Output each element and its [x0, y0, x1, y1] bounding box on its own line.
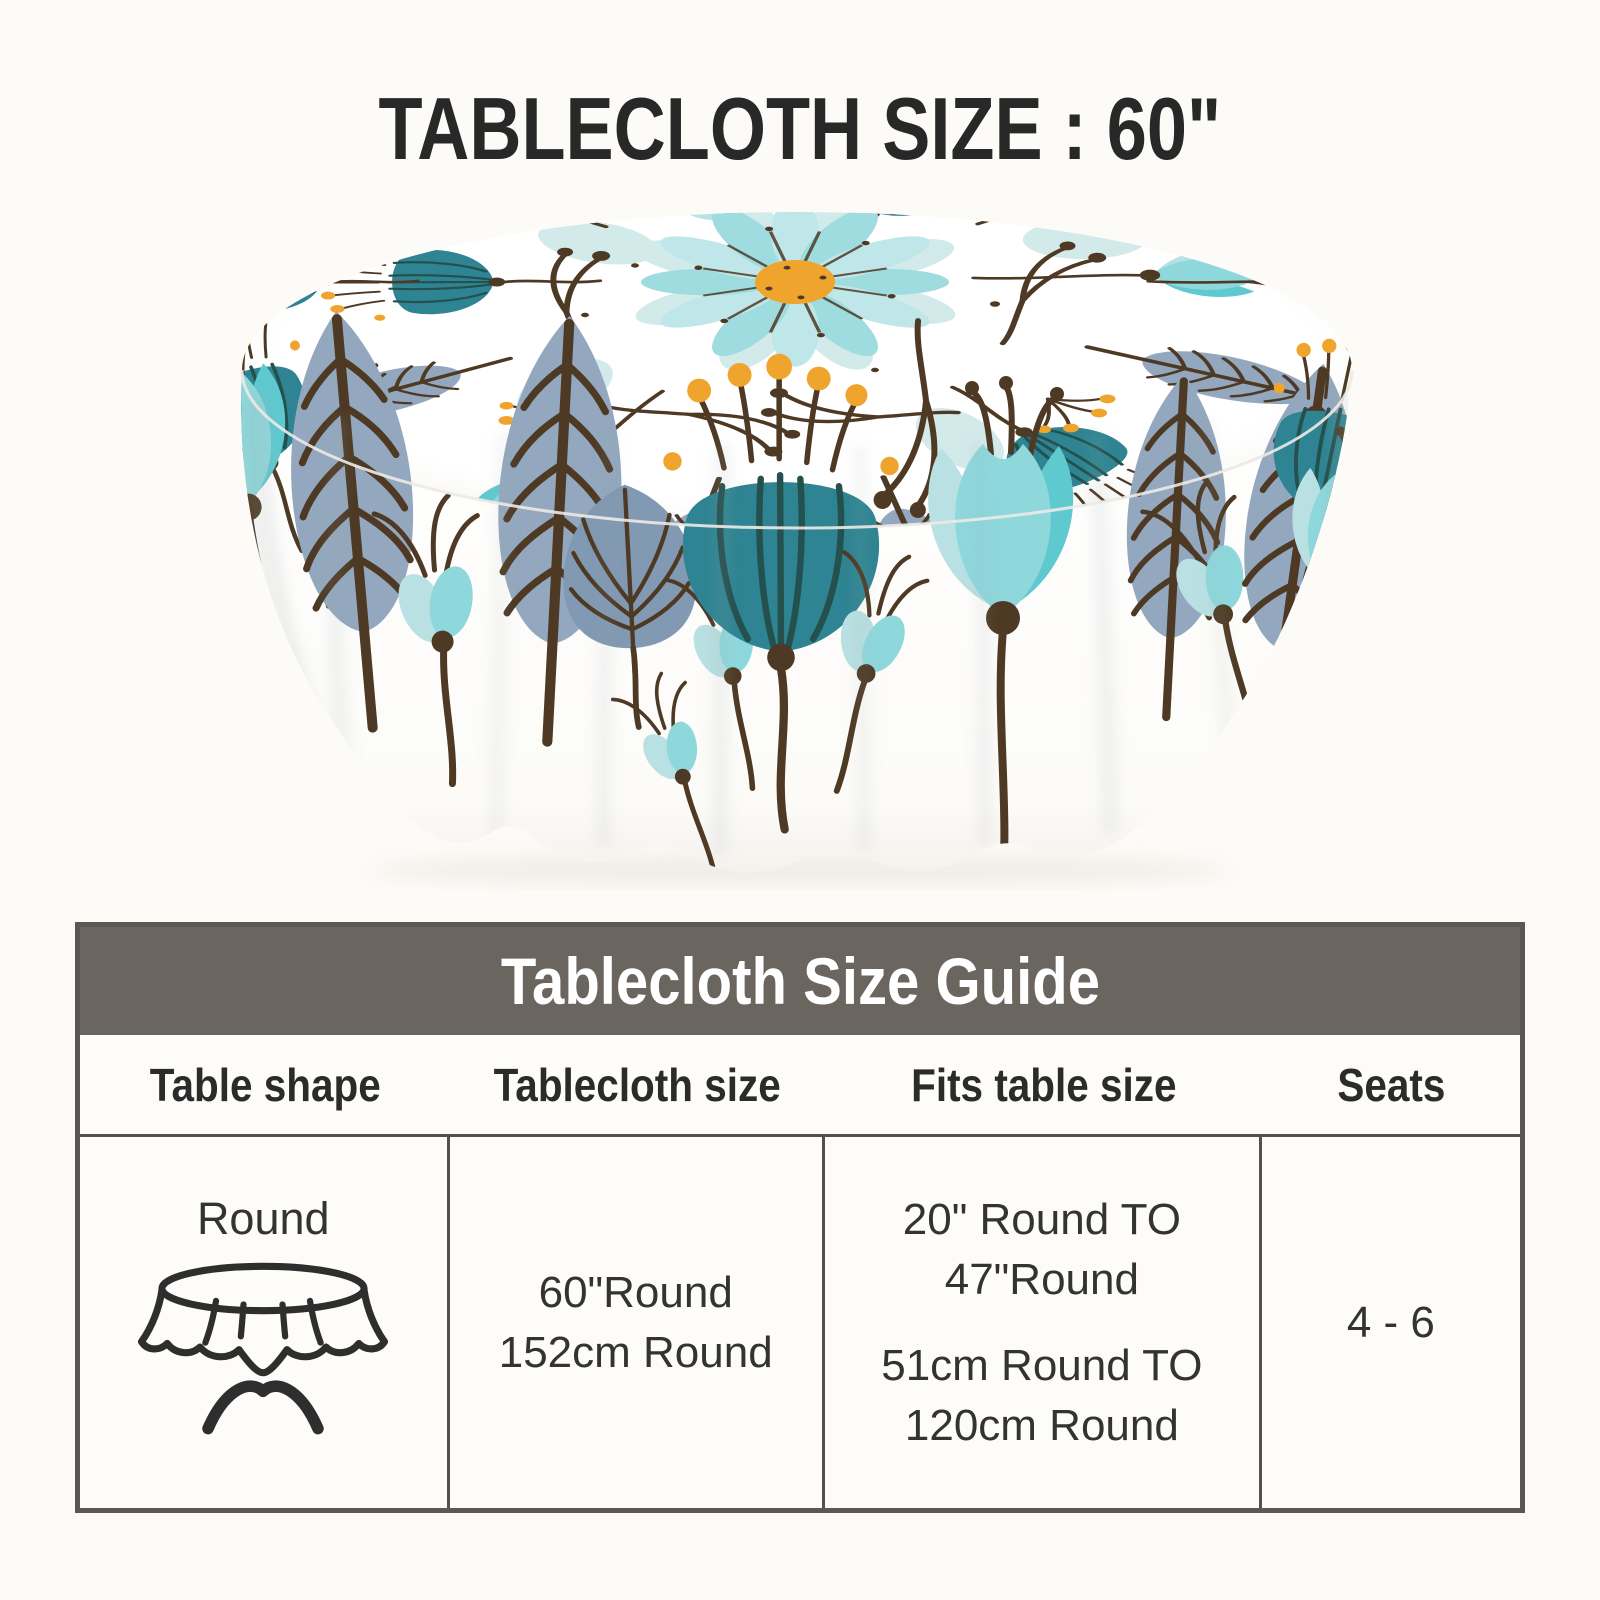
shape-label: Round	[196, 1192, 330, 1244]
seats-value: 4 - 6	[1346, 1297, 1435, 1347]
cell-fits-table-size	[825, 1137, 1262, 1508]
cell-seats	[1262, 1137, 1520, 1508]
tablecloth-size-line: 60"Round	[538, 1267, 733, 1317]
size-guide-row	[80, 1137, 1520, 1508]
product-image	[0, 190, 1600, 890]
size-guide-column-headers	[80, 1035, 1520, 1137]
column-header-fits-table-size: Fits table size	[910, 1058, 1177, 1111]
tablecloth-size-line: 152cm Round	[498, 1327, 773, 1377]
column-header-tablecloth-size: Tablecloth size	[493, 1058, 781, 1111]
cell-tablecloth-size	[450, 1137, 825, 1508]
round-table-icon	[130, 1253, 396, 1457]
column-header-seats: Seats	[1336, 1058, 1445, 1111]
stamen-cluster-icon	[889, 190, 1006, 195]
stamen-cluster-icon	[580, 190, 696, 208]
column-header-table-shape: Table shape	[149, 1058, 381, 1111]
fits-size-line: 20" Round TO	[902, 1194, 1181, 1244]
size-guide-header	[80, 927, 1520, 1035]
fits-size-line: 51cm Round TO	[881, 1340, 1203, 1390]
cell-table-shape	[80, 1137, 450, 1508]
size-guide-table	[75, 922, 1525, 1513]
page-title-text: TABLECLOTH SIZE : 60"	[378, 79, 1222, 178]
page-title	[0, 78, 1600, 180]
fits-size-line: 47"Round	[944, 1254, 1139, 1304]
fits-size-line: 120cm Round	[904, 1400, 1179, 1450]
pale-leaf-icon	[812, 190, 922, 212]
size-guide-title: Tablecloth Size Guide	[500, 944, 1100, 1018]
tablecloth-illustration	[0, 190, 1600, 890]
